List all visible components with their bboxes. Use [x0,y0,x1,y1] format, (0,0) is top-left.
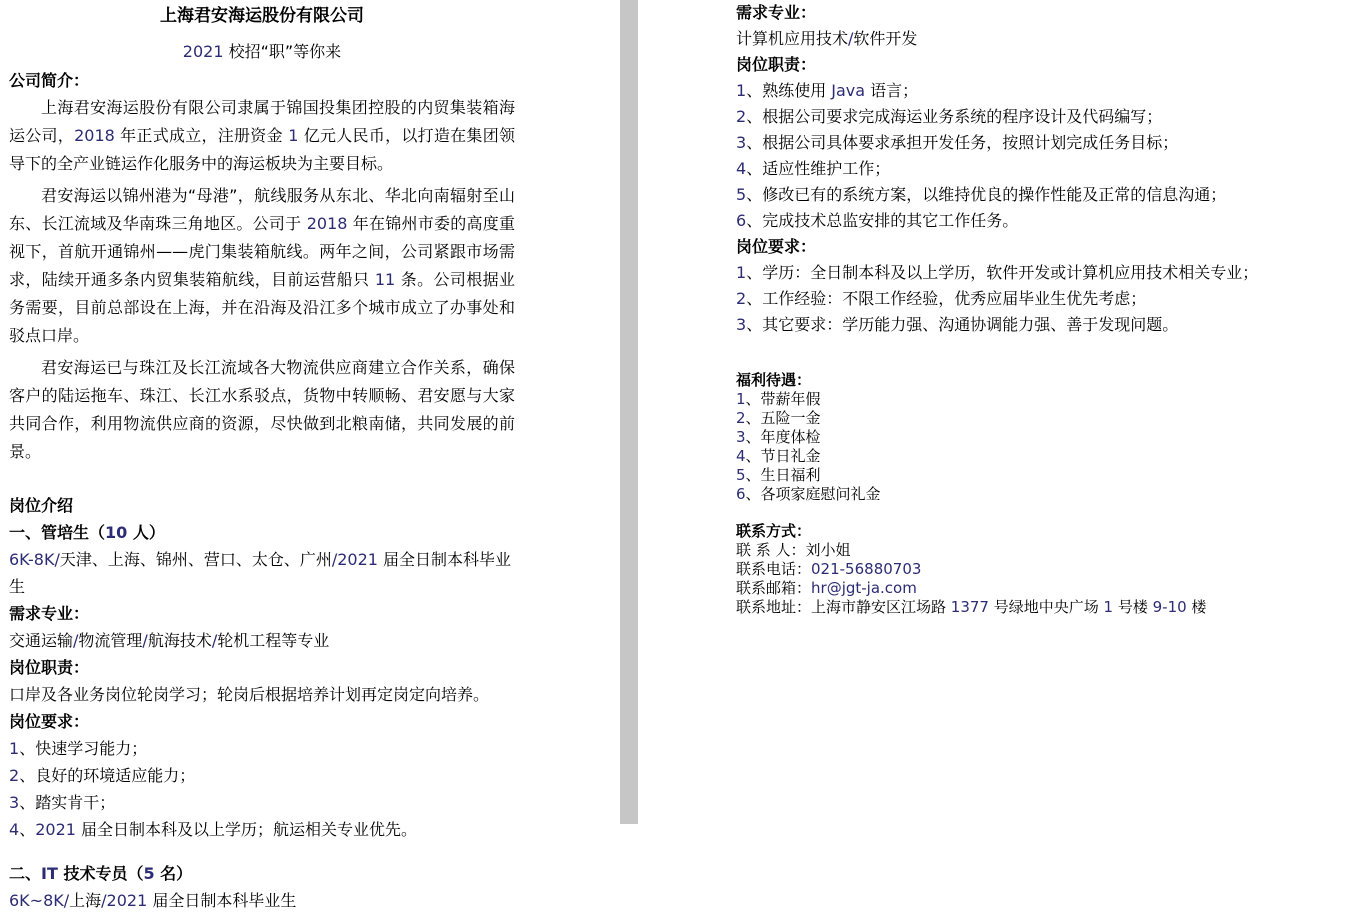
job1-requirement-item: 4、2021 届全日制本科及以上学历；航运相关专业优先。 [9,820,418,839]
job2-duty-heading: 岗位职责： [736,55,817,74]
benefit-item: 3、年度体检 [736,428,821,446]
intro-paragraph: 上海君安海运股份有限公司隶属于锦国投集团控股的内贸集装箱海运公司，2018 年正式成立，注册资金 1 亿元人民币，以打造在集团领导下的全产业链运作化服务中的海运板块为主要目标。 [9,98,515,173]
recruitment-subtitle: 2021 校招“职”等你来 [182,42,342,61]
benefit-item: 6、各项家庭慰问礼金 [736,485,881,503]
benefit-item: 4、节日礼金 [736,447,821,465]
job1-req-heading: 岗位要求： [9,712,90,731]
company-title: 上海君安海运股份有限公司 [160,6,364,26]
job1-major-heading: 需求专业： [9,604,90,623]
job1-requirement-item: 1、快速学习能力； [9,739,148,758]
job1-salary-location: 6K-8K/天津、上海、锦州、营口、太仓、广州/2021 届全日制本科毕业生 [9,550,512,596]
benefit-item: 2、五险一金 [736,409,821,427]
job2-duty-item: 5、修改已有的系统方案，以维持优良的操作性能及正常的信息沟通； [736,185,1227,204]
contact-address: 联系地址：上海市静安区江场路 1377 号绿地中央广场 1 号楼 9-10 楼 [736,598,1207,616]
job2-duty-item: 4、适应性维护工作； [736,159,891,178]
intro-paragraph: 君安海运以锦州港为“母港”，航线服务从东北、华北向南辐射至山东、长江流域及华南珠三角地区。公司于 2018 年在锦州市委的高度重视下，首航开通锦州——虎门集装箱航线。两年之间，公司紧跟市场需求，陆续开通多条内贸集装箱航线，目前运营船只 11 条。公司根据业务需要，目前总部设在上海，并在沿海及沿江多个城市成立了办事处和驳点口岸。 [9,186,515,345]
contact-phone: 联系电话：021-56880703 [736,560,922,578]
job2-major: 计算机应用技术/软件开发 [736,29,918,48]
contact-person: 联 系 人：刘小姐 [736,541,851,559]
job1-duty: 口岸及各业务岗位轮岗学习；轮岗后根据培养计划再定岗定向培养。 [9,685,490,704]
job1-requirement-item: 2、良好的环境适应能力； [9,766,196,785]
job2-salary-location: 6K~8K/上海/2021 届全日制本科毕业生 [9,891,297,910]
benefit-item: 5、生日福利 [736,466,821,484]
job2-req-heading: 岗位要求： [736,237,817,256]
document-page-right [638,0,1347,824]
benefits-heading: 福利待遇： [736,371,812,389]
job1-title: 一、管培生（10 人） [9,523,165,542]
job2-requirement-item: 3、其它要求：学历能力强、沟通协调能力强、善于发现问题。 [736,315,1179,334]
contact-heading: 联系方式： [736,522,812,540]
benefit-item: 1、带薪年假 [736,390,821,408]
jobs-section-heading: 岗位介绍 [9,496,74,515]
job2-duty-item: 6、完成技术总监安排的其它工作任务。 [736,211,1019,230]
job2-requirement-item: 1、学历：全日制本科及以上学历，软件开发或计算机应用技术相关专业； [736,263,1259,282]
job2-duty-item: 3、根据公司具体要求承担开发任务，按照计划完成任务目标； [736,133,1179,152]
contact-email: 联系邮箱：hr@jgt-ja.com [736,579,917,597]
page-gap-divider [620,0,638,824]
job2-title: 二、IT 技术专员（5 名） [9,864,193,883]
company-intro-heading: 公司简介： [9,71,90,90]
document-page-left [0,0,620,910]
job1-duty-heading: 岗位职责： [9,658,90,677]
job2-duty-item: 1、熟练使用 Java 语言； [736,81,919,100]
job2-duty-item: 2、根据公司要求完成海运业务系统的程序设计及代码编写； [736,107,1163,126]
job1-requirement-item: 3、踏实肯干； [9,793,116,812]
intro-paragraph: 君安海运已与珠江及长江流域各大物流供应商建立合作关系，确保客户的陆运拖车、珠江、长江水系驳点，货物中转顺畅、君安愿与大家共同合作，利用物流供应商的资源，尽快做到北粮南储，共同发展的前景。 [9,358,515,461]
job1-major: 交通运输/物流管理/航海技术/轮机工程等专业 [9,631,330,650]
job2-requirement-item: 2、工作经验：不限工作经验，优秀应届毕业生优先考虑； [736,289,1147,308]
job2-major-heading: 需求专业： [736,3,817,22]
